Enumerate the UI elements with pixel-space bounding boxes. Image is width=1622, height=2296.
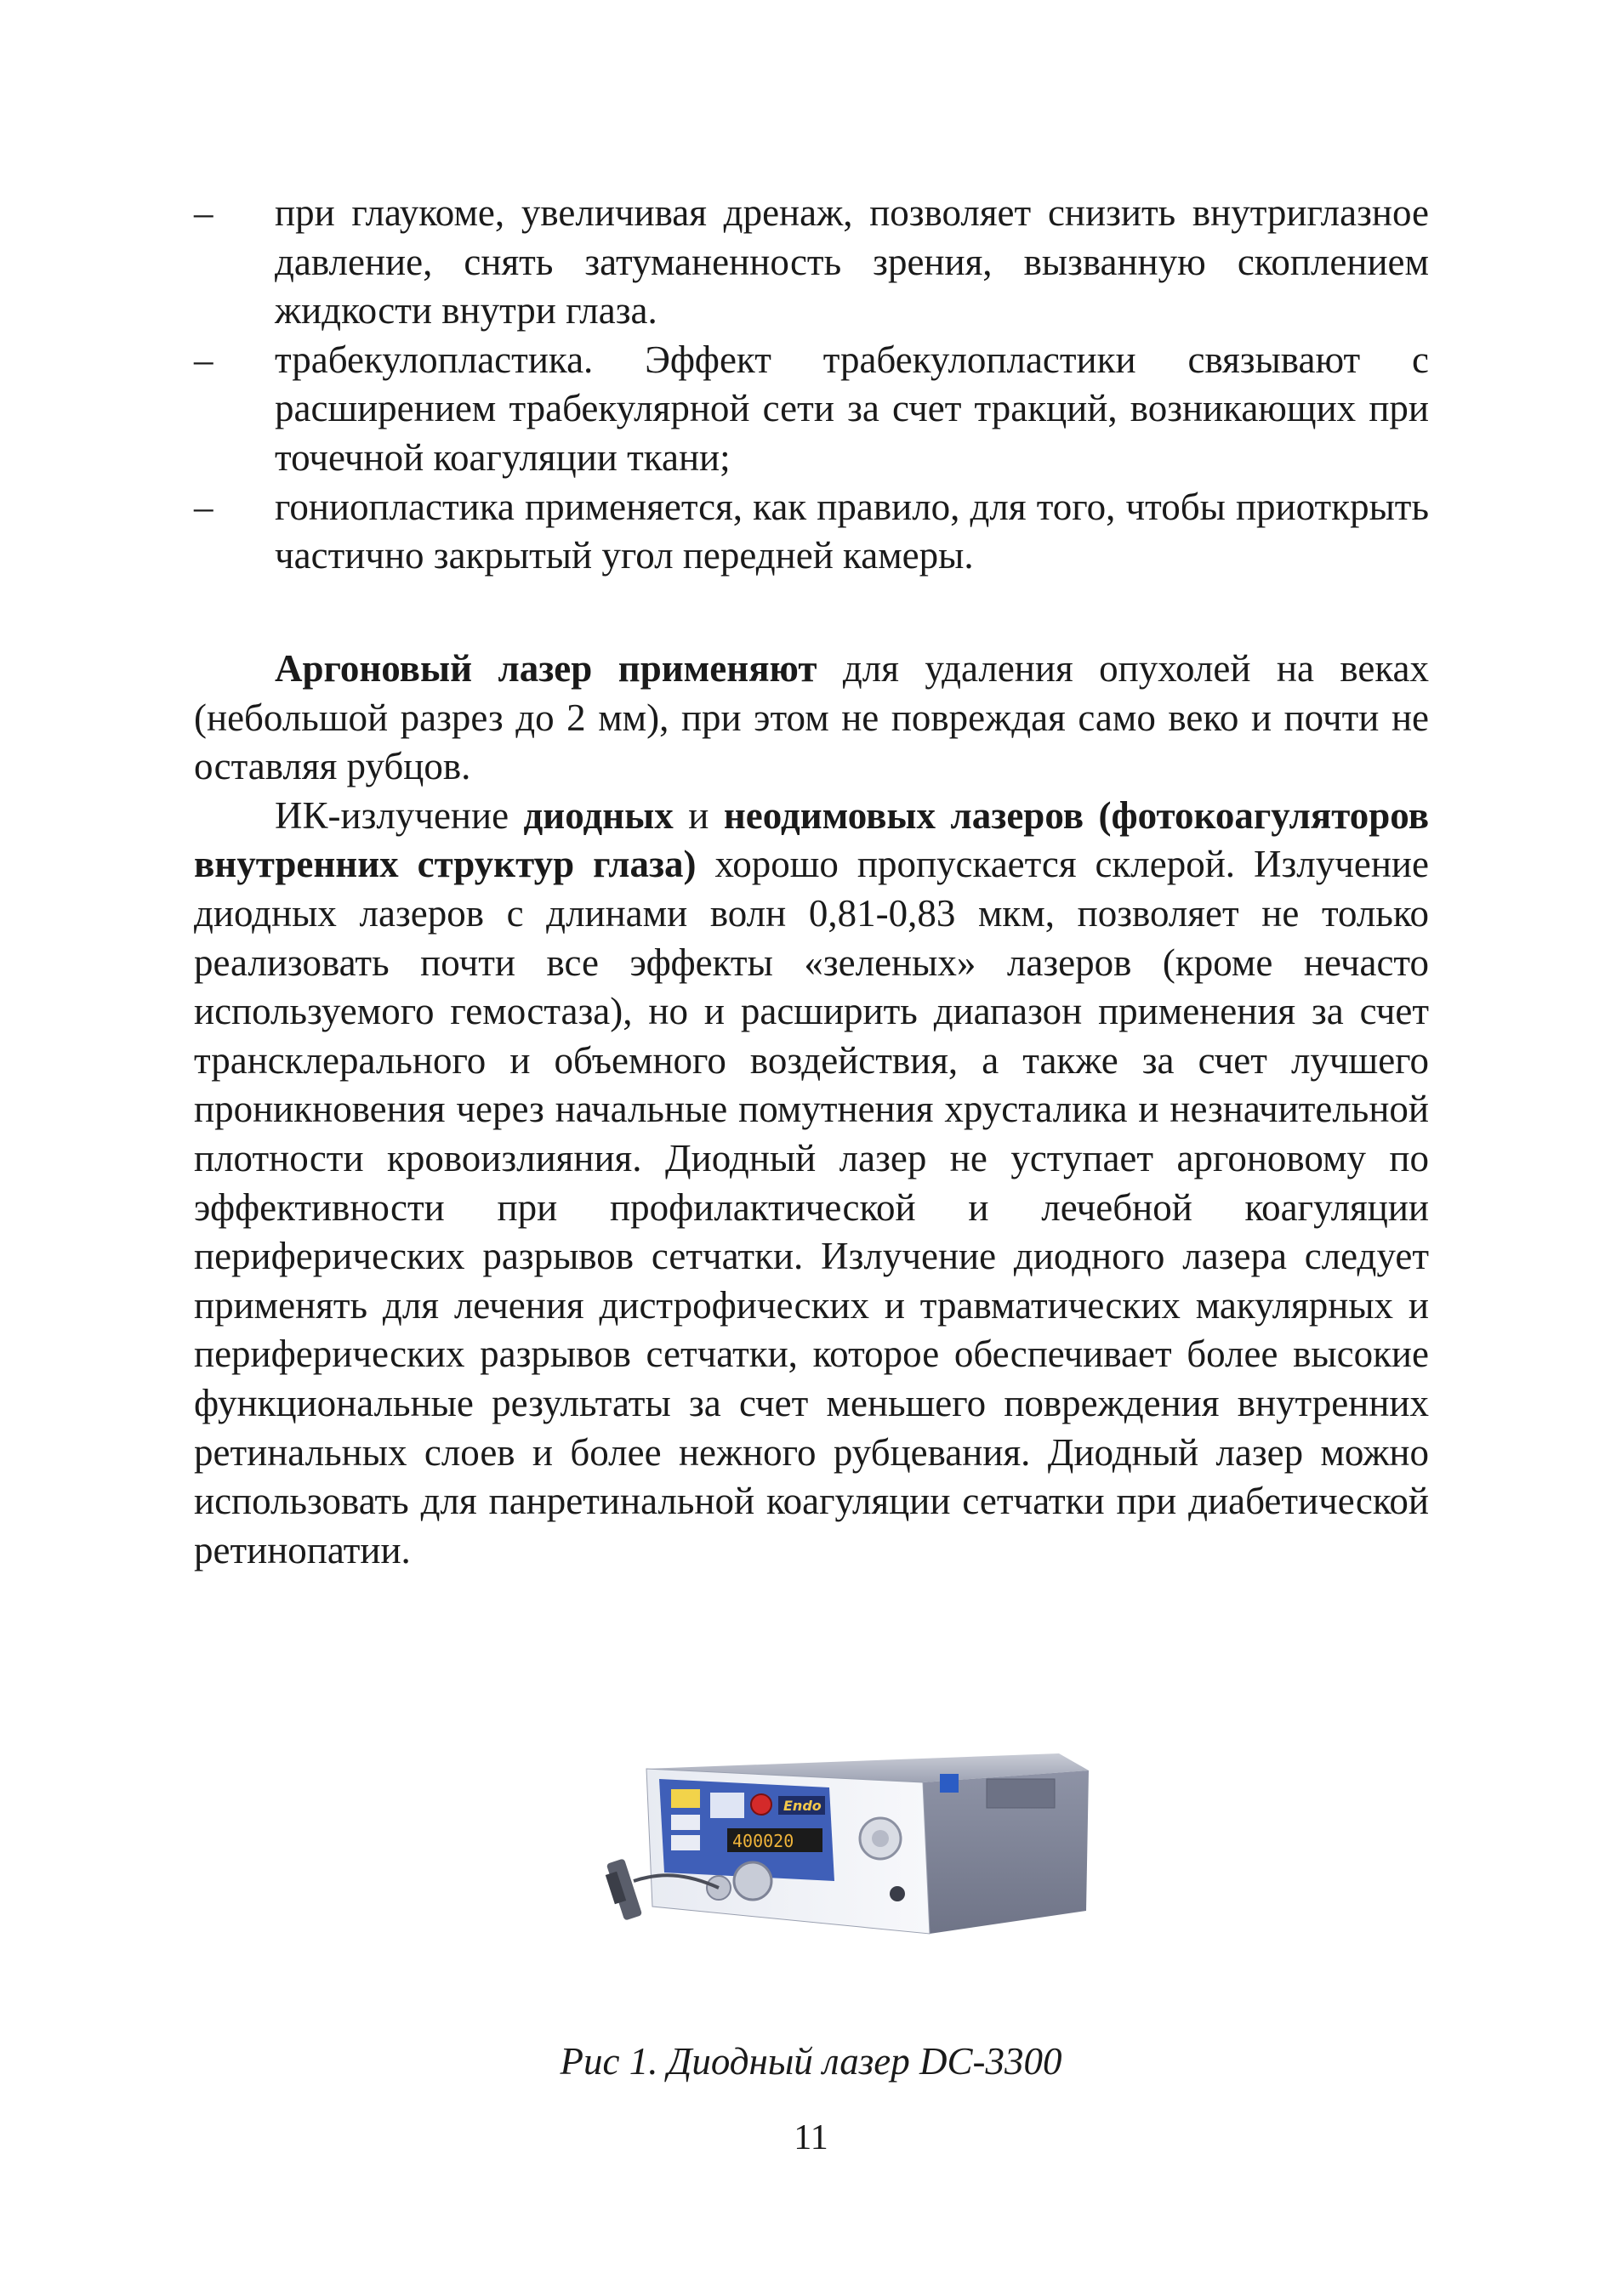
- laser-device-image: [600, 1745, 1097, 1958]
- body-text: [194, 645, 1429, 1575]
- paragraph-text: и: [673, 793, 724, 837]
- paragraph-text: для удаления опухолей на веках (небольшой разрез до 2 мм), при этом не повреждая само веко и почти не оставляя рубцов.: [194, 647, 1429, 788]
- paragraph-text: ИК-излучение: [275, 793, 524, 837]
- mode-label: Endo: [783, 1798, 822, 1814]
- figure-caption: Рис 1. Диодный лазер DC-3300: [560, 2040, 1062, 2083]
- fiber-port: [734, 1862, 771, 1900]
- bold-term: Аргоновый лазер применяют: [275, 647, 817, 690]
- bullet-dash: –: [194, 191, 213, 234]
- list-item: [194, 189, 1429, 336]
- key-switch: [890, 1886, 905, 1901]
- page-number: 11: [794, 2118, 828, 2157]
- bold-term: неодимовых лазеров (фотокоагуляторов внутренних структур глаза): [194, 793, 1429, 886]
- panel-indicator: [671, 1789, 700, 1808]
- emergency-stop-button: [751, 1794, 771, 1815]
- bullet-text: при глаукоме, увеличивая дренаж, позволяет снизить внутриглазное давление, снять затуманенность зрения, вызванную скоплением жидкости внутри глаза.: [275, 191, 1429, 332]
- panel-key: [671, 1815, 700, 1830]
- bullet-dash: –: [194, 338, 213, 381]
- list-item: [194, 483, 1429, 581]
- bullet-text: гониопластика применяется, как правило, для того, чтобы приоткрыть частично закрытый угол передней камеры.: [275, 485, 1429, 577]
- side-label: [987, 1779, 1055, 1808]
- led-readout: 400020: [732, 1831, 794, 1851]
- paragraph-argon: [194, 645, 1429, 792]
- paragraph-diode: [194, 792, 1429, 1576]
- paragraph-text: хорошо пропускается склерой. Излучение диодных лазеров с длинами волн 0,81-0,83 мкм, позволяет не только реализовать почти все эффекты «зеленых» лазеров (кроме нечасто используемого гемостаза), но и расширить диапазон применения за счет трансклерального и объемного воздействия, а также за счет лучшего проникновения через начальные помутнения хрусталика и незначительной плотности кровоизлияния. Диодный лазер не уступает аргоновому по эффективности при профилактической и лечебной коагуляции периферических разрывов сетчатки. Излучение диодного лазера следует применять для лечения дистрофических и травматических макулярных и периферических разрывов сетчатки, которое обеспечивает более высокие функциональные результаты за счет меньшего повреждения внутренних ретинальных слоев и более нежного рубцевания. Диодный лазер можно использовать для панретинальной коагуляции сетчатки при диабетической ретинопатии.: [194, 843, 1429, 1571]
- brand-badge: [940, 1774, 959, 1793]
- bold-term: диодных: [523, 793, 674, 837]
- bullet-list: [194, 189, 1429, 581]
- knob-center: [872, 1830, 889, 1847]
- bullet-text: трабекулопластика. Эффект трабекулопластики связывают с расширением трабекулярной сети за счет тракций, возникающих при точечной коагуляции ткани;: [275, 338, 1429, 479]
- panel-key: [671, 1835, 700, 1850]
- panel-key: [710, 1793, 744, 1818]
- bullet-dash: –: [194, 485, 213, 528]
- list-item: [194, 336, 1429, 483]
